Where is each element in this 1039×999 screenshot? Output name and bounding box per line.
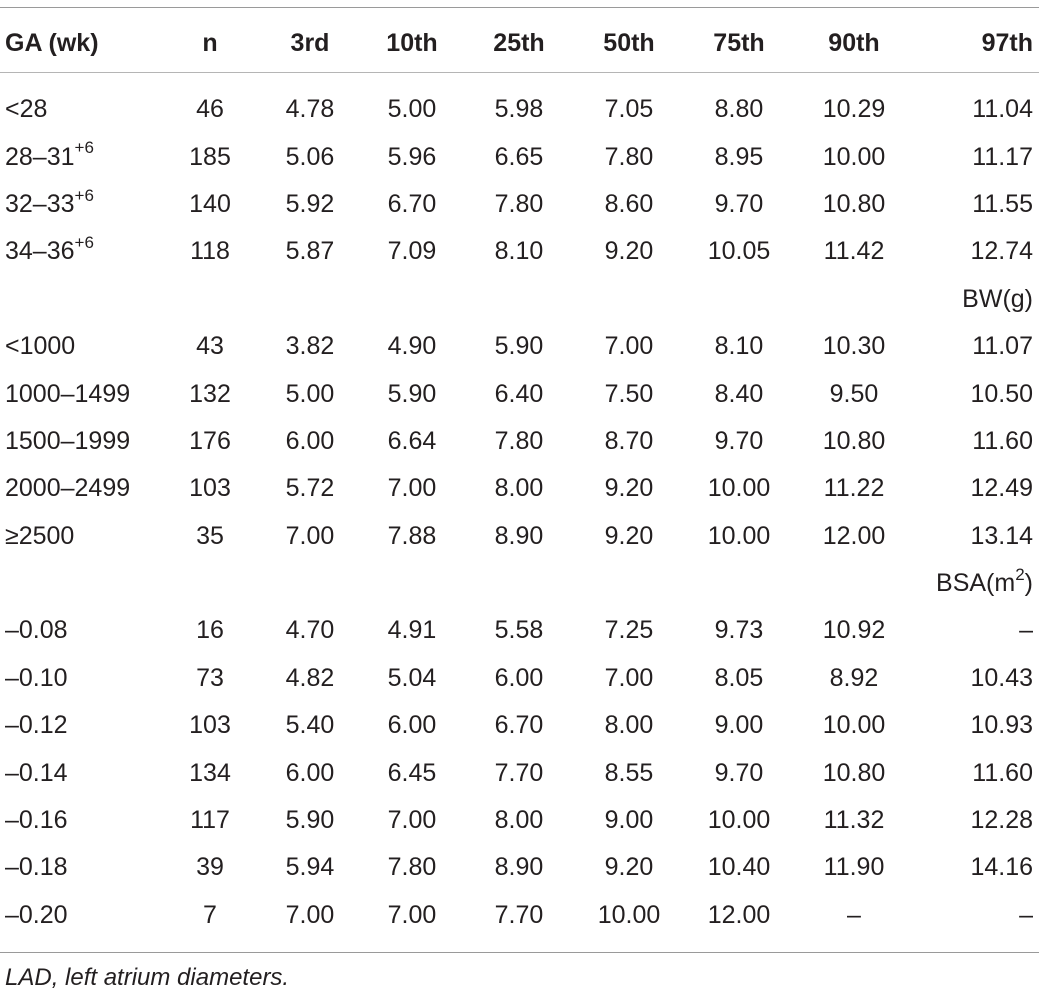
table-cell: 5.40 <box>285 711 335 740</box>
table-cell: 5.72 <box>285 474 335 503</box>
row-label <box>0 702 160 749</box>
table-cell: 103 <box>189 474 231 503</box>
table-cell: 11.55 <box>972 189 1033 218</box>
table-cell: 7.00 <box>387 474 437 503</box>
table-cell: 8.00 <box>494 474 544 503</box>
row-label-text: 2000–2499 <box>5 474 131 503</box>
row-label-text: –0.10 <box>5 663 68 692</box>
table-cell: 7.80 <box>494 426 544 455</box>
table-cell: 7.00 <box>604 663 654 692</box>
table-cell: 10.80 <box>822 758 886 787</box>
table-cell: 10.00 <box>707 521 771 550</box>
table-cell: – <box>1019 616 1033 645</box>
row-label-text: <28 <box>5 95 48 124</box>
table-cell: 11.32 <box>823 806 885 835</box>
table-cell: 7.70 <box>494 900 544 929</box>
row-label-sup: +6 <box>74 138 94 158</box>
table-cell: 10.29 <box>822 95 886 124</box>
row-label <box>0 892 160 939</box>
table-cell: 7.00 <box>285 521 335 550</box>
table-cell: 8.70 <box>604 426 654 455</box>
table-cell: 7.80 <box>604 142 654 171</box>
table-cell: 8.55 <box>604 758 654 787</box>
table-cell: 10.43 <box>970 663 1033 692</box>
table-cell: 7.80 <box>494 189 544 218</box>
table-cell: 11.17 <box>972 142 1033 171</box>
table-cell: 6.64 <box>387 426 437 455</box>
table-cell: 9.70 <box>714 758 764 787</box>
header-ga: GA (wk) <box>5 28 99 57</box>
table-cell: 8.80 <box>714 95 764 124</box>
row-label <box>0 465 160 512</box>
table-row <box>0 228 1039 275</box>
table-cell: 8.90 <box>494 853 544 882</box>
table-cell: 43 <box>196 332 224 361</box>
table-cell: 6.00 <box>285 426 335 455</box>
table-row <box>0 892 1039 939</box>
table-header-row <box>0 14 1039 72</box>
table-row <box>0 418 1039 465</box>
table-cell: 7.00 <box>387 806 437 835</box>
table-cell: 4.70 <box>285 616 335 645</box>
table-cell: 5.92 <box>285 189 335 218</box>
table-cell: – <box>1019 900 1033 929</box>
table-body <box>0 72 1039 939</box>
table-bottom-rule <box>0 952 1039 953</box>
row-label-text: –0.20 <box>5 900 68 929</box>
table-cell: 9.20 <box>604 521 654 550</box>
table-cell: 103 <box>189 711 231 740</box>
table-cell: 6.00 <box>494 663 544 692</box>
header-p3: 3rd <box>290 28 330 57</box>
row-label <box>0 370 160 417</box>
table-row <box>0 702 1039 749</box>
table-row <box>0 465 1039 512</box>
row-label <box>0 655 160 702</box>
row-label-text: 28–31 <box>5 142 75 171</box>
table-row <box>0 513 1039 560</box>
table-cell: 11.60 <box>972 426 1033 455</box>
table-cell: 7.88 <box>387 521 437 550</box>
table-cell: 10.00 <box>822 142 886 171</box>
row-label-text: ≥2500 <box>5 521 75 550</box>
table-cell: 8.90 <box>494 521 544 550</box>
group-title-text: BW(g) <box>962 284 1033 313</box>
table-cell: 13.14 <box>970 521 1033 550</box>
table-top-rule <box>0 7 1039 8</box>
table-cell: 10.00 <box>707 474 771 503</box>
table-cell: 9.20 <box>604 474 654 503</box>
table-cell: 9.73 <box>714 616 764 645</box>
table-cell: 8.95 <box>714 142 764 171</box>
table-cell: 4.90 <box>387 332 437 361</box>
header-p50: 50th <box>603 28 655 57</box>
table-cell: 12.00 <box>822 521 886 550</box>
header-p10: 10th <box>386 28 438 57</box>
table-cell: 39 <box>196 853 224 882</box>
table-cell: 10.80 <box>822 189 886 218</box>
table-row <box>0 133 1039 180</box>
table-cell: 8.00 <box>494 806 544 835</box>
table-cell: 7.00 <box>285 900 335 929</box>
table-cell: 9.20 <box>604 853 654 882</box>
table-cell: 10.40 <box>707 853 771 882</box>
table-cell: 14.16 <box>970 853 1033 882</box>
table-cell: 7.70 <box>494 758 544 787</box>
row-label-text: 1000–1499 <box>5 379 131 408</box>
table-cell: 132 <box>189 379 231 408</box>
row-label <box>0 513 160 560</box>
table-cell: 9.70 <box>714 189 764 218</box>
table-cell: 12.49 <box>970 474 1033 503</box>
table-footnote: LAD, left atrium diameters. <box>5 964 290 991</box>
table-cell: – <box>847 900 861 929</box>
table-cell: 6.65 <box>494 142 544 171</box>
group-title-row <box>0 560 1039 607</box>
table-cell: 4.78 <box>285 95 335 124</box>
table-cell: 10.00 <box>597 900 661 929</box>
group-title-suffix: ) <box>1024 569 1033 598</box>
table-cell: 6.70 <box>494 711 544 740</box>
row-label <box>0 418 160 465</box>
table-cell: 8.92 <box>829 663 879 692</box>
table-cell: 185 <box>189 142 231 171</box>
row-label-text: –0.12 <box>5 711 68 740</box>
table-cell: 10.00 <box>707 806 771 835</box>
table-cell: 11.04 <box>972 95 1033 124</box>
table-cell: 7.50 <box>604 379 654 408</box>
row-label-text: 32–33 <box>5 189 75 218</box>
table-cell: 5.00 <box>387 95 437 124</box>
table-cell: 134 <box>189 758 231 787</box>
table-cell: 6.40 <box>494 379 544 408</box>
table-row <box>0 749 1039 796</box>
row-label-text: –0.18 <box>5 853 68 882</box>
row-label <box>0 844 160 891</box>
table-cell: 8.60 <box>604 189 654 218</box>
table-row <box>0 844 1039 891</box>
table-cell: 5.90 <box>285 806 335 835</box>
row-label-sup: +6 <box>74 185 94 205</box>
table-cell: 8.00 <box>604 711 654 740</box>
row-label <box>0 228 160 275</box>
table-cell: 7.00 <box>604 332 654 361</box>
header-p75: 75th <box>713 28 765 57</box>
row-label-text: –0.14 <box>5 758 68 787</box>
table-cell: 10.30 <box>822 332 886 361</box>
table-cell: 4.82 <box>285 663 335 692</box>
table-cell: 10.80 <box>822 426 886 455</box>
table-cell: 8.10 <box>494 237 544 266</box>
table-cell: 8.10 <box>714 332 764 361</box>
table-cell: 11.07 <box>972 332 1033 361</box>
table-cell: 10.93 <box>970 711 1033 740</box>
table-cell: 7.25 <box>604 616 654 645</box>
table-cell: 4.91 <box>387 616 437 645</box>
table-cell: 5.06 <box>285 142 335 171</box>
table-cell: 7.00 <box>387 900 437 929</box>
table-cell: 16 <box>196 616 224 645</box>
table-cell: 8.05 <box>714 663 764 692</box>
table-cell: 5.90 <box>387 379 437 408</box>
table-cell: 10.05 <box>707 237 771 266</box>
table-cell: 73 <box>196 663 224 692</box>
table-cell: 6.00 <box>285 758 335 787</box>
table-cell: 6.45 <box>387 758 437 787</box>
table-cell: 5.94 <box>285 853 335 882</box>
table-cell: 7.05 <box>604 95 654 124</box>
table-cell: 35 <box>196 521 224 550</box>
table-cell: 5.87 <box>285 237 335 266</box>
table-cell: 7.80 <box>387 853 437 882</box>
group-title-text: BSA(m <box>936 569 1016 598</box>
row-label <box>0 323 160 370</box>
table-cell: 11.22 <box>823 474 885 503</box>
group-title-row <box>0 276 1039 323</box>
table-cell: 117 <box>190 806 230 835</box>
row-label-text: –0.08 <box>5 616 68 645</box>
table-cell: 9.00 <box>714 711 764 740</box>
table-cell: 176 <box>189 426 231 455</box>
table-cell: 10.50 <box>970 379 1033 408</box>
table-cell: 9.20 <box>604 237 654 266</box>
table-row <box>0 797 1039 844</box>
row-label <box>0 607 160 654</box>
row-label <box>0 797 160 844</box>
row-label <box>0 749 160 796</box>
group-title <box>0 560 1039 607</box>
table-cell: 118 <box>190 237 230 266</box>
table-row <box>0 181 1039 228</box>
header-n: n <box>202 28 218 57</box>
table-cell: 46 <box>196 95 224 124</box>
table-cell: 6.70 <box>387 189 437 218</box>
table-cell: 5.04 <box>387 663 437 692</box>
table-cell: 12.00 <box>707 900 771 929</box>
group-title <box>0 276 1039 323</box>
table-row <box>0 607 1039 654</box>
table-cell: 7.09 <box>387 237 437 266</box>
row-label-sup: +6 <box>74 233 94 253</box>
table-cell: 10.00 <box>822 711 886 740</box>
table-row <box>0 323 1039 370</box>
table-cell: 5.96 <box>387 142 437 171</box>
table-cell: 6.00 <box>387 711 437 740</box>
table-cell: 5.90 <box>494 332 544 361</box>
header-p97: 97th <box>981 28 1033 57</box>
table-cell: 11.90 <box>823 853 885 882</box>
table-cell: 5.00 <box>285 379 335 408</box>
table-cell: 7 <box>203 900 217 929</box>
table-cell: 12.28 <box>970 806 1033 835</box>
table-cell: 5.98 <box>494 95 544 124</box>
header-p90: 90th <box>828 28 880 57</box>
row-label-text: 1500–1999 <box>5 426 131 455</box>
table-row <box>0 655 1039 702</box>
table-cell: 11.60 <box>972 758 1033 787</box>
row-label-text: –0.16 <box>5 806 68 835</box>
row-label <box>0 133 160 180</box>
lad-percentile-table <box>0 14 1039 939</box>
row-label-text: <1000 <box>5 332 76 361</box>
table-cell: 5.58 <box>494 616 544 645</box>
group-title-sup: 2 <box>1015 564 1025 584</box>
table-cell: 140 <box>189 189 231 218</box>
header-p25: 25th <box>493 28 545 57</box>
table-cell: 11.42 <box>823 237 885 266</box>
table-cell: 9.00 <box>604 806 654 835</box>
table-row <box>0 370 1039 417</box>
row-label <box>0 181 160 228</box>
row-label-text: 34–36 <box>5 237 75 266</box>
table-cell: 9.50 <box>829 379 879 408</box>
row-label <box>0 72 160 133</box>
table-cell: 12.74 <box>970 237 1033 266</box>
table-cell: 3.82 <box>285 332 335 361</box>
table-cell: 8.40 <box>714 379 764 408</box>
table-cell: 9.70 <box>714 426 764 455</box>
table-cell: 10.92 <box>822 616 886 645</box>
table-row <box>0 72 1039 133</box>
